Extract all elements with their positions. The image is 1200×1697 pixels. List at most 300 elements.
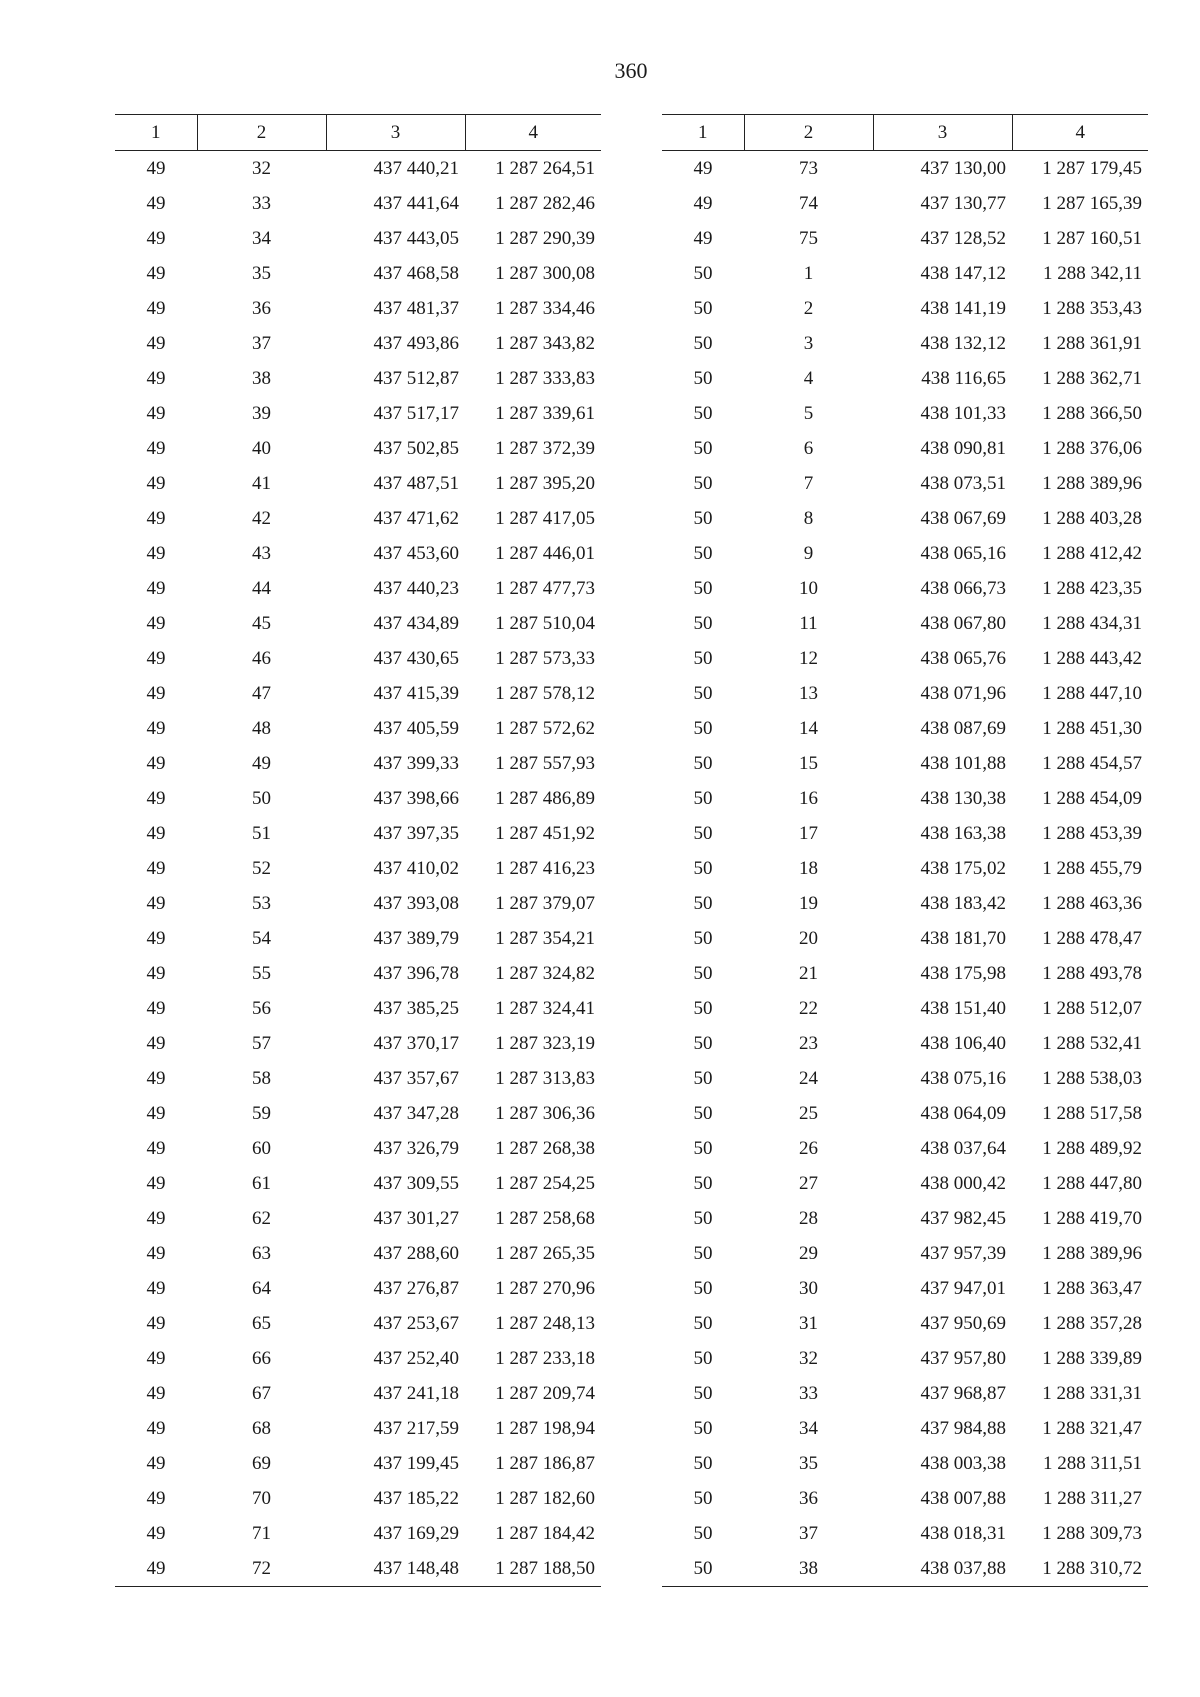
table-body [662, 151, 1148, 1587]
table-cell: 1 288 321,47 [1042, 1417, 1142, 1439]
table-cell: 64 [252, 1277, 271, 1299]
table-cell: 1 288 357,28 [1042, 1312, 1142, 1334]
table-cell: 50 [693, 717, 713, 739]
table-row [662, 711, 1148, 746]
table-cell: 49 [146, 332, 166, 354]
table-cell: 1 288 366,50 [1042, 402, 1142, 424]
table-cell: 4 [803, 367, 814, 389]
table-cell: 49 [146, 1417, 166, 1439]
table-cell: 47 [252, 682, 271, 704]
table-row [115, 851, 601, 886]
table-cell: 1 288 363,47 [1042, 1277, 1142, 1299]
table-row [662, 781, 1148, 816]
table-cell: 35 [252, 262, 271, 284]
table-cell: 1 288 311,27 [1042, 1487, 1142, 1509]
table-cell: 49 [146, 1032, 166, 1054]
table-cell: 437 468,58 [373, 262, 459, 284]
table-row [662, 1061, 1148, 1096]
table-cell: 437 502,85 [373, 437, 459, 459]
table-row [662, 361, 1148, 396]
header-row [115, 115, 601, 151]
table-cell: 38 [744, 1551, 873, 1587]
table-cell: 49 [146, 822, 166, 844]
table-cell: 437 385,25 [373, 997, 459, 1019]
table-cell: 1 288 353,43 [1042, 297, 1142, 319]
table-cell: 437 399,33 [373, 752, 459, 774]
table-cell: 1 287 198,94 [495, 1417, 595, 1439]
table-cell: 50 [693, 507, 713, 529]
table-cell: 437 130,77 [920, 192, 1006, 214]
table-row [662, 1341, 1148, 1376]
table-cell: 437 453,60 [373, 542, 459, 564]
table-cell: 437 288,60 [373, 1242, 459, 1264]
table-row [662, 1411, 1148, 1446]
table-cell: 50 [693, 332, 713, 354]
table-cell: 1 287 179,45 [1042, 157, 1142, 179]
table-row [115, 1411, 601, 1446]
table-cell: 50 [693, 1522, 713, 1544]
table-cell: 437 253,67 [373, 1312, 459, 1334]
table-cell: 50 [693, 402, 713, 424]
table-cell: 1 287 282,46 [495, 192, 595, 214]
table-row [115, 256, 601, 291]
table-cell: 1 288 451,30 [1042, 717, 1142, 739]
table-cell: 69 [252, 1452, 271, 1474]
table-cell: 38 [252, 367, 271, 389]
table-cell: 437 957,39 [920, 1242, 1006, 1264]
table-row [662, 1446, 1148, 1481]
table-cell: 50 [693, 262, 713, 284]
table-cell: 1 287 268,38 [495, 1137, 595, 1159]
table-cell: 437 217,59 [373, 1417, 459, 1439]
table-cell: 438 181,70 [920, 927, 1006, 949]
table-cell: 49 [146, 857, 166, 879]
table-cell: 50 [693, 472, 713, 494]
table-cell: 70 [252, 1487, 271, 1509]
table-cell: 18 [799, 857, 818, 879]
table-cell: 438 101,88 [920, 752, 1006, 774]
table-cell: 437 326,79 [373, 1137, 459, 1159]
table-cell: 49 [146, 892, 166, 914]
table-cell: 1 287 324,41 [495, 997, 595, 1019]
table-cell: 71 [252, 1522, 271, 1544]
table-cell: 1 287 313,83 [495, 1067, 595, 1089]
table-cell: 28 [799, 1207, 818, 1229]
table-cell: 52 [252, 857, 271, 879]
table-cell: 50 [693, 647, 713, 669]
table-cell: 437 487,51 [373, 472, 459, 494]
table-cell: 72 [197, 1551, 326, 1587]
table-cell: 1 288 339,89 [1042, 1347, 1142, 1369]
table-cell: 12 [799, 647, 818, 669]
table-cell: 50 [693, 1417, 713, 1439]
table-cell: 27 [799, 1172, 818, 1194]
table-cell: 9 [803, 542, 814, 564]
table-cell: 437 410,02 [373, 857, 459, 879]
column-header: 3 [873, 115, 1012, 151]
table-row [115, 186, 601, 221]
table-row [115, 571, 601, 606]
table-cell: 1 288 538,03 [1042, 1067, 1142, 1089]
table-cell: 50 [662, 1551, 744, 1587]
table-cell: 1 287 270,96 [495, 1277, 595, 1299]
table-cell: 49 [146, 682, 166, 704]
table-cell: 22 [799, 997, 818, 1019]
table-cell: 437 128,52 [920, 227, 1006, 249]
table-cell: 49 [146, 927, 166, 949]
table-cell: 26 [799, 1137, 818, 1159]
table-cell: 2 [803, 297, 814, 319]
table-cell: 49 [146, 1207, 166, 1229]
table-row [115, 816, 601, 851]
table-cell: 1 288 512,07 [1042, 997, 1142, 1019]
table-cell: 49 [146, 717, 166, 739]
table-cell: 49 [146, 1172, 166, 1194]
table-cell: 1 288 532,41 [1042, 1032, 1142, 1054]
table-cell: 29 [799, 1242, 818, 1264]
table-row [115, 921, 601, 956]
table-cell: 49 [146, 472, 166, 494]
table-row [662, 151, 1148, 187]
table-cell: 1 [803, 262, 814, 284]
table-row [115, 1551, 601, 1587]
table-cell: 1 287 209,74 [495, 1382, 595, 1404]
table-cell: 438 067,69 [920, 507, 1006, 529]
table-row [662, 1551, 1148, 1587]
table-cell: 437 430,65 [373, 647, 459, 669]
table-row [662, 1376, 1148, 1411]
table-cell: 438 007,88 [920, 1487, 1006, 1509]
table-cell: 32 [799, 1347, 818, 1369]
table-cell: 437 471,62 [373, 507, 459, 529]
table-cell: 16 [799, 787, 818, 809]
table-row [115, 1446, 601, 1481]
table-cell: 1 287 486,89 [495, 787, 595, 809]
table-cell: 438 000,42 [920, 1172, 1006, 1194]
table-cell: 65 [252, 1312, 271, 1334]
table-cell: 8 [803, 507, 814, 529]
table-cell: 1 287 477,73 [495, 577, 595, 599]
table-cell: 438 073,51 [920, 472, 1006, 494]
table-row [662, 256, 1148, 291]
table-row [662, 1026, 1148, 1061]
table-cell: 49 [146, 157, 166, 179]
table-cell: 21 [799, 962, 818, 984]
table-cell: 17 [799, 822, 818, 844]
table-cell: 49 [146, 1137, 166, 1159]
table-cell: 37 [252, 332, 271, 354]
table-cell: 3 [803, 332, 814, 354]
table-cell: 437 370,17 [373, 1032, 459, 1054]
table-cell: 1 288 447,80 [1042, 1172, 1142, 1194]
table-cell: 25 [799, 1102, 818, 1124]
table-cell: 33 [799, 1382, 818, 1404]
table-cell: 49 [146, 227, 166, 249]
table-cell: 1 288 478,47 [1042, 927, 1142, 949]
table-row [115, 956, 601, 991]
table-cell: 1 287 290,39 [495, 227, 595, 249]
table-cell: 1 287 265,35 [495, 1242, 595, 1264]
table-cell: 1 288 389,96 [1042, 1242, 1142, 1264]
table-cell: 1 287 339,61 [495, 402, 595, 424]
table-cell: 437 309,55 [373, 1172, 459, 1194]
table-cell: 50 [693, 892, 713, 914]
table-cell: 49 [146, 367, 166, 389]
table-cell: 54 [252, 927, 271, 949]
table-cell: 50 [693, 1312, 713, 1334]
table-cell: 437 440,23 [373, 577, 459, 599]
table-cell: 49 [146, 542, 166, 564]
table-cell: 438 090,81 [920, 437, 1006, 459]
table-cell: 437 405,59 [373, 717, 459, 739]
table-row [662, 606, 1148, 641]
table-cell: 1 287 510,04 [495, 612, 595, 634]
table-cell: 438 064,09 [920, 1102, 1006, 1124]
table-cell: 50 [693, 927, 713, 949]
table-cell: 50 [693, 1137, 713, 1159]
table-cell: 438 066,73 [920, 577, 1006, 599]
page-number: 360 [614, 58, 648, 83]
table-cell: 49 [146, 1522, 166, 1544]
table-cell: 11 [799, 612, 818, 634]
table-cell: 1 288 489,92 [1042, 1137, 1142, 1159]
table-cell: 33 [252, 192, 271, 214]
table-row [115, 746, 601, 781]
table-cell: 437 493,86 [373, 332, 459, 354]
table-cell: 49 [146, 507, 166, 529]
table-cell: 438 018,31 [920, 1522, 1006, 1544]
table-row [662, 676, 1148, 711]
table-cell: 49 [146, 612, 166, 634]
table-body [115, 151, 601, 1587]
table-row [115, 396, 601, 431]
table-cell: 1 288 309,73 [1042, 1522, 1142, 1544]
table-cell: 49 [146, 1382, 166, 1404]
table-cell: 50 [693, 1382, 713, 1404]
table-row [115, 466, 601, 501]
table-cell: 55 [252, 962, 271, 984]
table-cell: 1 288 455,79 [1042, 857, 1142, 879]
table-cell: 438 065,16 [920, 542, 1006, 564]
table-cell: 49 [146, 262, 166, 284]
table-cell: 48 [252, 717, 271, 739]
table-cell: 50 [693, 1452, 713, 1474]
table-row [115, 431, 601, 466]
table-cell: 1 288 342,11 [1042, 262, 1142, 284]
table-cell: 437 185,22 [373, 1487, 459, 1509]
table-row [115, 1481, 601, 1516]
table-row [115, 291, 601, 326]
table-cell: 437 301,27 [373, 1207, 459, 1229]
table-cell: 437 434,89 [373, 612, 459, 634]
table-row [662, 571, 1148, 606]
table-cell: 63 [252, 1242, 271, 1264]
table-row [662, 886, 1148, 921]
table-cell: 30 [799, 1277, 818, 1299]
table-row [662, 1236, 1148, 1271]
table-cell: 437 396,78 [373, 962, 459, 984]
table-cell: 49 [252, 752, 271, 774]
table-cell: 49 [146, 297, 166, 319]
table-row [115, 1026, 601, 1061]
table-cell: 24 [799, 1067, 818, 1089]
table-cell: 36 [252, 297, 271, 319]
table-cell: 44 [252, 577, 271, 599]
table-cell: 74 [799, 192, 818, 214]
table-cell: 1 288 517,58 [1042, 1102, 1142, 1124]
table-cell: 50 [693, 542, 713, 564]
table-cell: 51 [252, 822, 271, 844]
table-cell: 36 [799, 1487, 818, 1509]
table-row [115, 676, 601, 711]
table-cell: 32 [252, 157, 271, 179]
table-cell: 49 [146, 1347, 166, 1369]
table-cell: 1 287 184,42 [495, 1522, 595, 1544]
table-cell: 437 169,29 [373, 1522, 459, 1544]
table-cell: 1 287 572,62 [495, 717, 595, 739]
table-cell: 438 130,38 [920, 787, 1006, 809]
table-row [662, 1166, 1148, 1201]
table-row [115, 221, 601, 256]
table-cell: 43 [252, 542, 271, 564]
table-cell: 49 [146, 1312, 166, 1334]
table-row [115, 361, 601, 396]
column-header: 4 [1012, 115, 1148, 151]
table-cell: 49 [146, 997, 166, 1019]
header-row [662, 115, 1148, 151]
table-row [662, 816, 1148, 851]
table-row [662, 221, 1148, 256]
table-cell: 1 288 362,71 [1042, 367, 1142, 389]
table-cell: 1 287 324,82 [495, 962, 595, 984]
table-cell: 66 [252, 1347, 271, 1369]
table-cell: 34 [799, 1417, 818, 1439]
table-cell: 438 087,69 [920, 717, 1006, 739]
table-row [115, 1061, 601, 1096]
table-cell: 1 288 419,70 [1042, 1207, 1142, 1229]
table-cell: 49 [146, 787, 166, 809]
table-row [115, 781, 601, 816]
column-header: 1 [115, 115, 197, 151]
table-cell: 437 397,35 [373, 822, 459, 844]
table-cell: 49 [146, 577, 166, 599]
table-cell: 438 132,12 [920, 332, 1006, 354]
table-cell: 10 [799, 577, 818, 599]
table-cell: 57 [252, 1032, 271, 1054]
table-cell: 49 [693, 157, 713, 179]
table-row [662, 1201, 1148, 1236]
table-cell: 49 [693, 227, 713, 249]
table-cell: 438 037,88 [873, 1551, 1012, 1587]
table-cell: 1 287 354,21 [495, 927, 595, 949]
table-cell: 1 288 331,31 [1042, 1382, 1142, 1404]
table-row [115, 326, 601, 361]
table-cell: 39 [252, 402, 271, 424]
table-row [115, 991, 601, 1026]
table-cell: 49 [146, 402, 166, 424]
table-cell: 60 [252, 1137, 271, 1159]
table-cell: 1 288 412,42 [1042, 542, 1142, 564]
table-cell: 61 [252, 1172, 271, 1194]
table-cell: 1 288 463,36 [1042, 892, 1142, 914]
table-cell: 50 [693, 367, 713, 389]
table-row [115, 151, 601, 187]
table-cell: 50 [693, 437, 713, 459]
table-cell: 1 287 334,46 [495, 297, 595, 319]
table-cell: 438 071,96 [920, 682, 1006, 704]
table-cell: 438 141,19 [920, 297, 1006, 319]
table-cell: 1 288 434,31 [1042, 612, 1142, 634]
table-cell: 1 288 447,10 [1042, 682, 1142, 704]
table-cell: 50 [693, 752, 713, 774]
table-row [115, 1131, 601, 1166]
table-cell: 1 287 186,87 [495, 1452, 595, 1474]
table-cell: 437 357,67 [373, 1067, 459, 1089]
table-cell: 62 [252, 1207, 271, 1229]
table-cell: 67 [252, 1382, 271, 1404]
table-row [662, 851, 1148, 886]
table-cell: 50 [693, 1032, 713, 1054]
table-cell: 438 163,38 [920, 822, 1006, 844]
table-cell: 438 151,40 [920, 997, 1006, 1019]
table-row [115, 536, 601, 571]
table-cell: 41 [252, 472, 271, 494]
table-cell: 1 288 389,96 [1042, 472, 1142, 494]
table-cell: 437 347,28 [373, 1102, 459, 1124]
table-cell: 50 [693, 1277, 713, 1299]
table-row [115, 1096, 601, 1131]
table-cell: 34 [252, 227, 271, 249]
table-cell: 23 [799, 1032, 818, 1054]
table-cell: 1 287 557,93 [495, 752, 595, 774]
table-cell: 1 288 310,72 [1012, 1551, 1148, 1587]
table-cell: 20 [799, 927, 818, 949]
table-cell: 1 288 493,78 [1042, 962, 1142, 984]
table-cell: 438 101,33 [920, 402, 1006, 424]
table-cell: 1 287 416,23 [495, 857, 595, 879]
table-cell: 5 [803, 402, 814, 424]
table-cell: 58 [252, 1067, 271, 1089]
table-row [115, 886, 601, 921]
table-cell: 1 287 188,50 [465, 1551, 601, 1587]
table-cell: 1 287 395,20 [495, 472, 595, 494]
table-cell: 50 [693, 1102, 713, 1124]
table-row [662, 1096, 1148, 1131]
table-cell: 50 [693, 682, 713, 704]
table-cell: 40 [252, 437, 271, 459]
column-header: 3 [326, 115, 465, 151]
table-cell: 14 [799, 717, 818, 739]
table-cell: 437 130,00 [920, 157, 1006, 179]
table-row [662, 466, 1148, 501]
table-cell: 1 288 443,42 [1042, 647, 1142, 669]
table-row [662, 1481, 1148, 1516]
table-cell: 1 287 573,33 [495, 647, 595, 669]
table-cell: 1 288 454,57 [1042, 752, 1142, 774]
table-cell: 42 [252, 507, 271, 529]
table-cell: 15 [799, 752, 818, 774]
table-cell: 1 287 306,36 [495, 1102, 595, 1124]
table-cell: 438 065,76 [920, 647, 1006, 669]
table-cell: 68 [252, 1417, 271, 1439]
table-cell: 50 [693, 1207, 713, 1229]
table-cell: 1 288 376,06 [1042, 437, 1142, 459]
table-cell: 49 [146, 1242, 166, 1264]
table-row [662, 536, 1148, 571]
table-row [662, 991, 1148, 1026]
table-row [115, 1306, 601, 1341]
table-cell: 56 [252, 997, 271, 1019]
